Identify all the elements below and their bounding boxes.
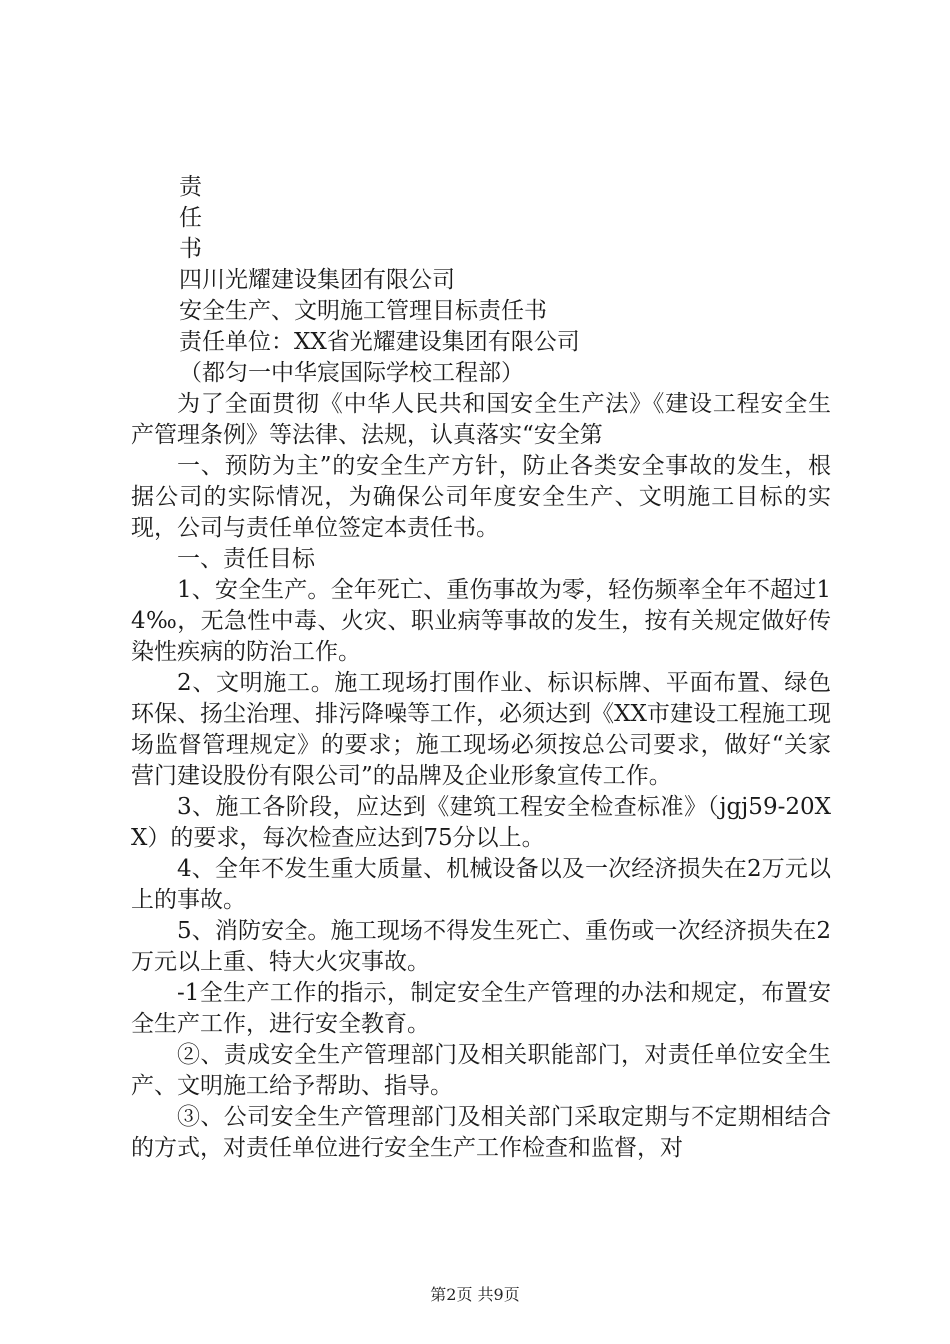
responsible-unit: 责任单位：XX省光耀建设集团有限公司 (179, 329, 580, 355)
page-number: 第2页 共9页 (430, 1285, 520, 1304)
paragraph-intro: 为了全面贯彻《中华人民共和国安全生产法》《建设工程安全生产管理条例》等法律、法规，认真落实“安全第 (131, 391, 831, 448)
section-heading-goals: 一、责任目标 (177, 546, 315, 572)
title-char-1: 责 (179, 174, 202, 200)
title-char-3: 书 (179, 236, 202, 262)
paragraph-item-5: 5、消防安全。施工现场不得发生死亡、重伤或一次经济损失在2万元以上重、特大火灾事故。 (131, 918, 831, 975)
paragraph-item-1: 1、安全生产。全年死亡、重伤事故为零，轻伤频率全年不超过14‰，无急性中毒、火灾、职业病等事故的发生，按有关规定做好传染性疾病的防治工作。 (131, 577, 831, 665)
paragraph-circled-3: ③、公司安全生产管理部门及相关部门采取定期与不定期相结合的方式，对责任单位进行安全生产工作检查和监督，对 (131, 1104, 831, 1161)
document-body (131, 172, 831, 1164)
paragraph-item-3: 3、施工各阶段，应达到《建筑工程安全检查标准》（jgj59-20XX）的要求，每次检查应达到75分以上。 (131, 794, 831, 851)
paragraph-item-4: 4、全年不发生重大质量、机械设备以及一次经济损失在2万元以上的事故。 (131, 856, 831, 913)
document-title: 安全生产、文明施工管理目标责任书 (179, 298, 547, 324)
paragraph-instruction: -1全生产工作的指示，制定安全生产管理的办法和规定，布置安全生产工作，进行安全教育。 (131, 980, 831, 1037)
title-char-2: 任 (179, 205, 202, 231)
paragraph-policy: 一、预防为主”的安全生产方针，防止各类安全事故的发生，根据公司的实际情况，为确保公司年度安全生产、文明施工目标的实现，公司与责任单位签定本责任书。 (131, 453, 831, 541)
project-name: （都匀一中华宸国际学校工程部） (179, 360, 524, 386)
company-name: 四川光耀建设集团有限公司 (179, 267, 455, 293)
paragraph-circled-2: ②、责成安全生产管理部门及相关职能部门，对责任单位安全生产、文明施工给予帮助、指导。 (131, 1042, 831, 1099)
paragraph-item-2: 2、文明施工。施工现场打围作业、标识标牌、平面布置、绿色环保、扬尘治理、排污降噪等工作，必须达到《XX市建设工程施工现场监督管理规定》的要求；施工现场必须按总公司要求，做好“关家营门建设股份有限公司”的品牌及企业形象宣传工作。 (131, 670, 831, 789)
